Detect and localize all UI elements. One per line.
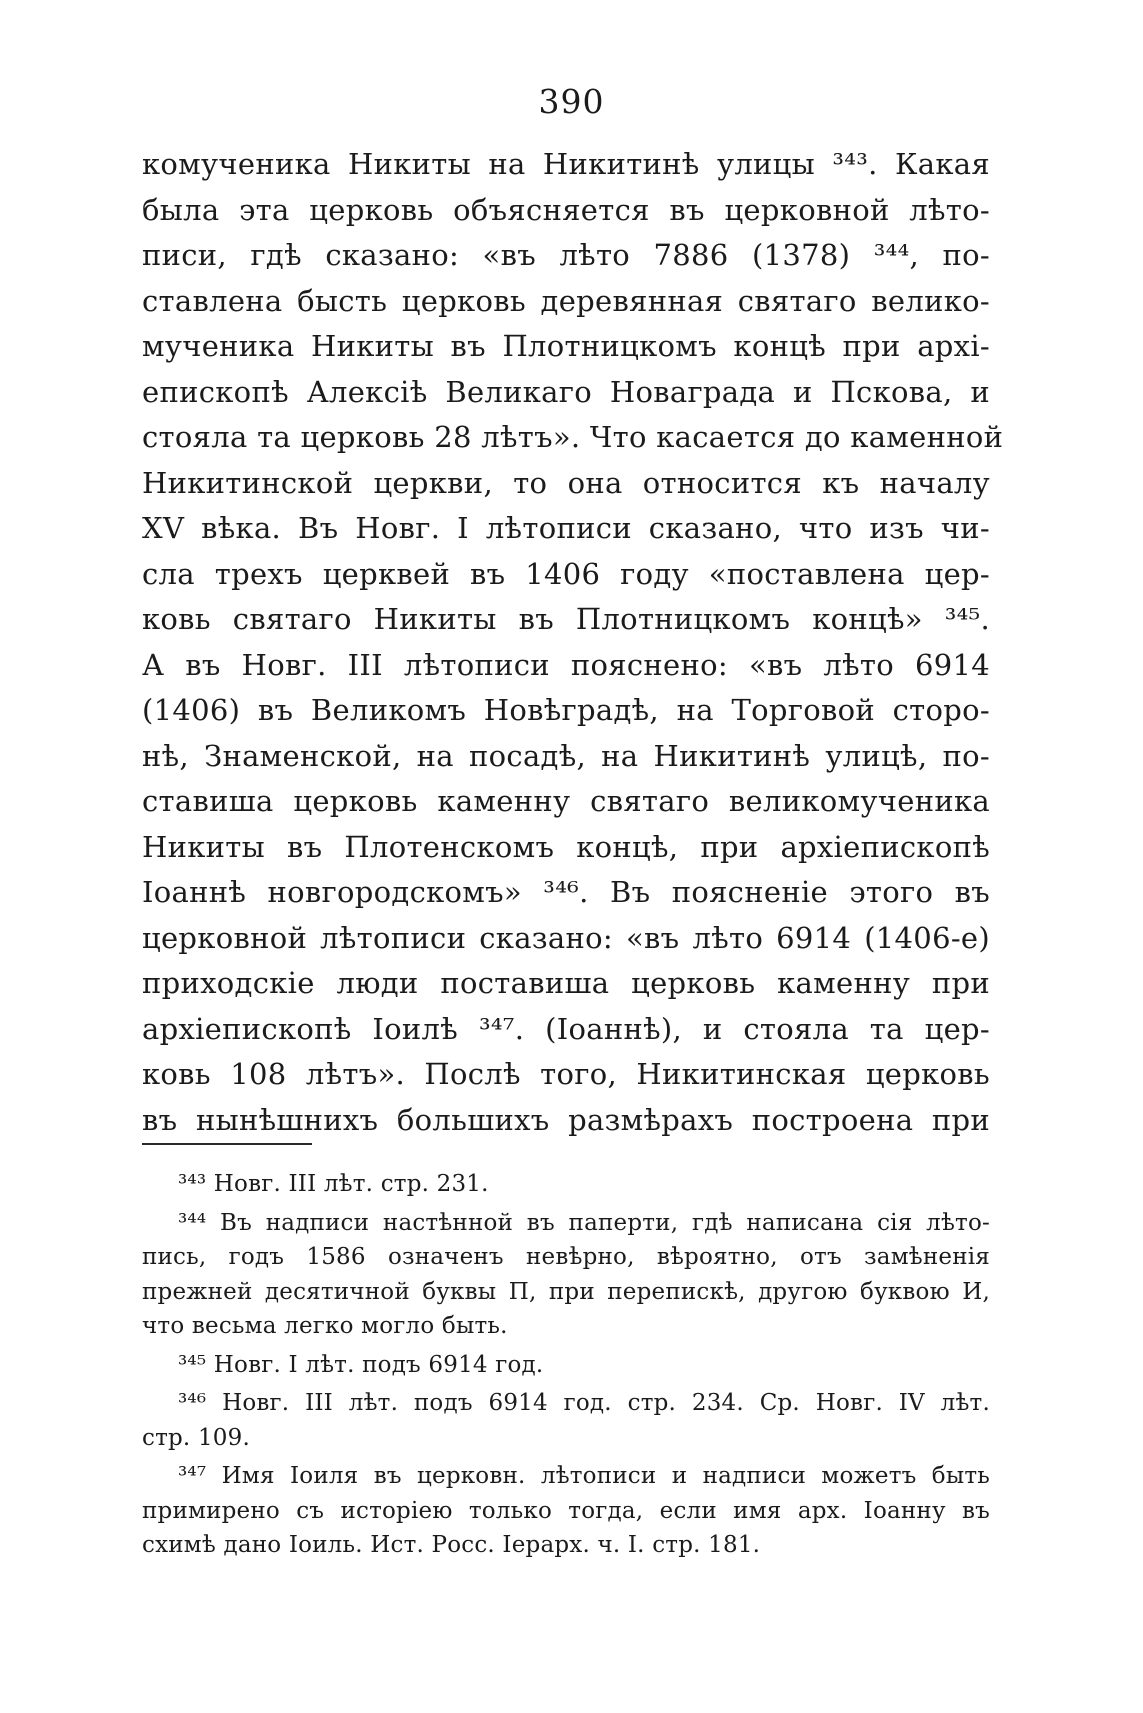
footnote-347 (142, 1459, 990, 1563)
footnote-346 (142, 1386, 990, 1455)
text-line: (1406) въ Великомъ Новѣградѣ, на Торговой сторо- (142, 693, 990, 727)
text-line: ковь 108 лѣтъ». Послѣ того, Никитинская церковь (142, 1057, 990, 1091)
footnote-343 (142, 1167, 990, 1202)
text-line: ковь святаго Никиты въ Плотницкомъ концѣ» ³⁴⁵. (142, 602, 990, 636)
text-line: епископѣ Алексіѣ Великаго Новаграда и Пскова, и (142, 374, 990, 409)
text-line: архіепископѣ Іоилѣ ³⁴⁷. (Іоаннѣ), и стояла та цер- (142, 1011, 990, 1046)
footnote-line: примирено съ исторіею только тогда, если имя арх. Іоанну въ (142, 1497, 990, 1524)
footnotes (142, 1167, 990, 1563)
text-line: Никитинской церкви, то она относится къ началу (142, 465, 990, 500)
footnote-line: пись, годъ 1586 означенъ невѣрно, вѣроятно, отъ замѣненія (142, 1244, 990, 1270)
text-line: ставиша церковь каменну святаго великомученика (142, 784, 990, 818)
footnote-line: прежней десятичной буквы П, при перепискѣ, другою буквою И, (142, 1278, 990, 1305)
footnote-line: ³⁴⁶ Новг. III лѣт. подъ 6914 год. стр. 234. Ср. Новг. IV лѣт. (178, 1390, 990, 1416)
footnote-line: схимѣ дано Іоиль. Ист. Росс. Іерарх. ч. I. стр. 181. (142, 1532, 761, 1558)
text-line: приходскіе люди поставиша церковь каменну при (142, 966, 990, 1000)
text-line: Никиты въ Плотенскомъ концѣ, при архіепископѣ (142, 829, 990, 864)
text-line: мученика Никиты въ Плотницкомъ концѣ при архі- (142, 329, 990, 363)
main-text (142, 142, 1004, 1143)
footnote-line: что весьма легко могло быть. (142, 1313, 508, 1339)
text-line: была эта церковь объясняется въ церковной лѣто- (142, 192, 990, 227)
text-line: въ нынѣшнихъ большихъ размѣрахъ построена при (142, 1102, 990, 1137)
footnote-line: ³⁴³ Новг. III лѣт. стр. 231. (178, 1171, 489, 1197)
footnote-344 (142, 1206, 990, 1344)
text-line: комученика Никиты на Никитинѣ улицы ³⁴³. Какая (142, 147, 990, 181)
footnote-345 (142, 1348, 990, 1383)
text-line: стояла та церковь 28 лѣтъ». Что касается до каменной (142, 420, 1004, 454)
page-number: 390 (538, 82, 605, 121)
footnote-line: ³⁴⁵ Новг. I лѣт. подъ 6914 год. (178, 1351, 544, 1378)
text-line: церковной лѣтописи сказано: «въ лѣто 6914 (1406-е) (142, 920, 990, 955)
text-line: писи, гдѣ сказано: «въ лѣто 7886 (1378) ³⁴⁴, по- (142, 238, 990, 272)
text-line: сла трехъ церквей въ 1406 году «поставлена цер- (142, 556, 990, 591)
text-line: Іоаннѣ новгородскомъ» ³⁴⁶. Въ поясненіе этого въ (142, 875, 990, 909)
text-line: А въ Новг. III лѣтописи пояснено: «въ лѣто 6914 (142, 647, 990, 682)
text-line: ставлена бысть церковь деревянная святаго велико- (142, 283, 990, 318)
footnote-divider (142, 1143, 312, 1145)
footnote-line: ³⁴⁷ Имя Іоиля въ церковн. лѣтописи и надписи можетъ быть (178, 1463, 990, 1489)
text-line: XV вѣка. Въ Новг. I лѣтописи сказано, что изъ чи- (142, 511, 990, 545)
footnote-line: стр. 109. (142, 1424, 250, 1451)
footnote-line: ³⁴⁴ Въ надписи настѣнной въ паперти, гдѣ написана сія лѣто- (178, 1209, 990, 1236)
text-line: нѣ, Знаменской, на посадѣ, на Никитинѣ улицѣ, по- (142, 738, 990, 773)
